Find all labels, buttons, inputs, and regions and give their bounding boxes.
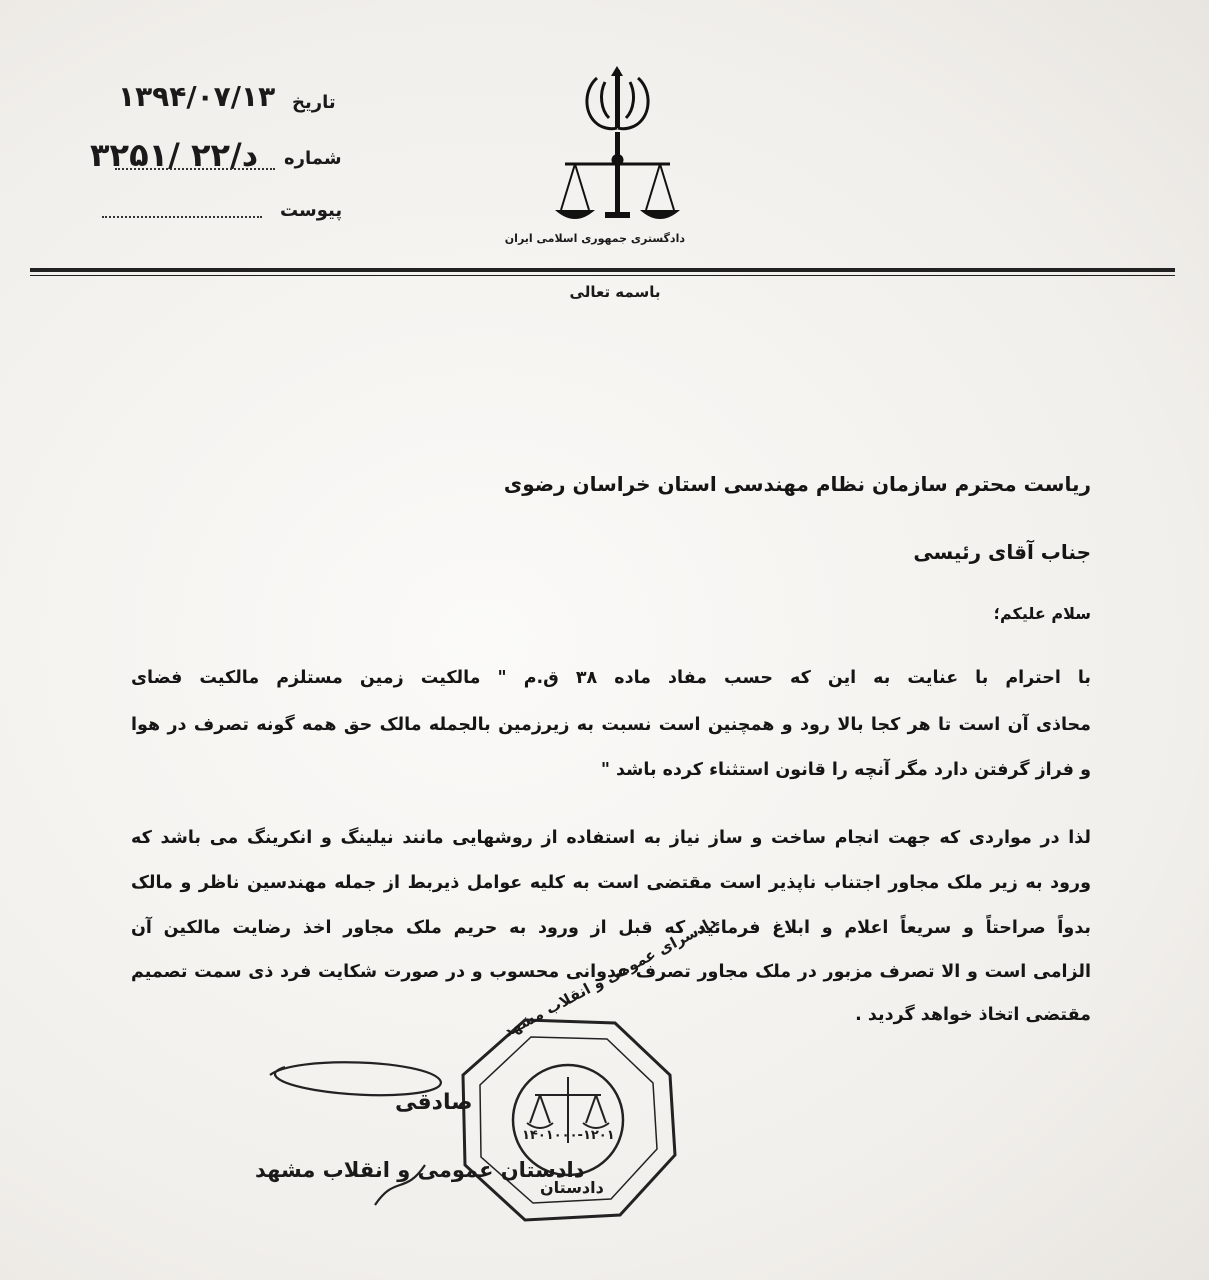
attachment-label: پیوست (280, 200, 343, 221)
number-label: شماره (284, 148, 342, 169)
signatory-title: دادستان عمومی و انقلاب مشهد (255, 1158, 585, 1182)
greeting-line: سلام علیکم؛ (993, 604, 1091, 623)
emblem-caption: دادگستری جمهوری اسلامی ایران (504, 232, 685, 245)
header-rule-thin (30, 275, 1175, 276)
basmala-text: باسمه تعالی (569, 283, 661, 301)
paragraph1-line1: با احترام با عنایت به این که حسب مفاد ماده ۳۸ ق.م " مالکیت زمین مستلزم مالکیت فضای (131, 668, 1091, 688)
seal-outer-text: دادسرای عمومی و انقلاب مشهد (500, 912, 720, 1041)
header-rule (30, 268, 1175, 272)
seal-bottom-text: دادستان (540, 1178, 604, 1197)
number-dotline (115, 168, 275, 170)
paragraph2-line3: بدواً صراحتاً و سریعاً اعلام و ابلاغ فرمائید که قبل از ورود به حریم ملک مجاور اخذ رضایت مالکین آن (131, 918, 1091, 938)
signatory-name: صادقی (395, 1090, 473, 1115)
paragraph2-line2: ورود به زیر ملک مجاور اجتناب ناپذیر است مقتضی است به کلیه عوامل ذیربط از جمله مهندسین ناظر و مالک (131, 873, 1091, 893)
attachment-dotline (102, 216, 262, 218)
paragraph1-line3: و فراز گرفتن دارد مگر آنچه را قانون استثناء کرده باشد " (600, 760, 1091, 780)
recipient-line: ریاست محترم سازمان نظام مهندسی استان خراسان رضوی (503, 472, 1091, 496)
date-label: تاریخ (292, 92, 336, 113)
judiciary-emblem-icon (504, 60, 690, 260)
addressee-line: جناب آقای رئیسی (913, 540, 1091, 564)
paragraph1-line2: محاذی آن است تا هر کجا بالا رود و همچنین است نسبت به زیرزمین بالجمله مالک حق همه گونه تصرف در هوا (131, 715, 1091, 735)
date-value: ۱۳۹۴/۰۷/۱۳ (118, 80, 276, 113)
paragraph2-line4: الزامی است و الا تصرف مزبور در ملک مجاور تصرف عدوانی محسوب و در صورت شکایت فرد ذی سمت تصمیم (131, 962, 1091, 982)
seal-inner-number: ۱۴۰۱۰۰۰-۱۲۰۱ (522, 1128, 615, 1143)
paragraph2-line5: مقتضی اتخاذ خواهد گردید . (855, 1005, 1091, 1025)
signature-scribble-icon (255, 1055, 455, 1215)
paragraph2-line1: لذا در مواردی که جهت انجام ساخت و ساز نیاز به استفاده از روشهایی مانند نیلینگ و انکرینگ می باشد که (131, 828, 1091, 848)
number-value: ۳۲۵۱/ ۲۲/د (90, 136, 259, 174)
